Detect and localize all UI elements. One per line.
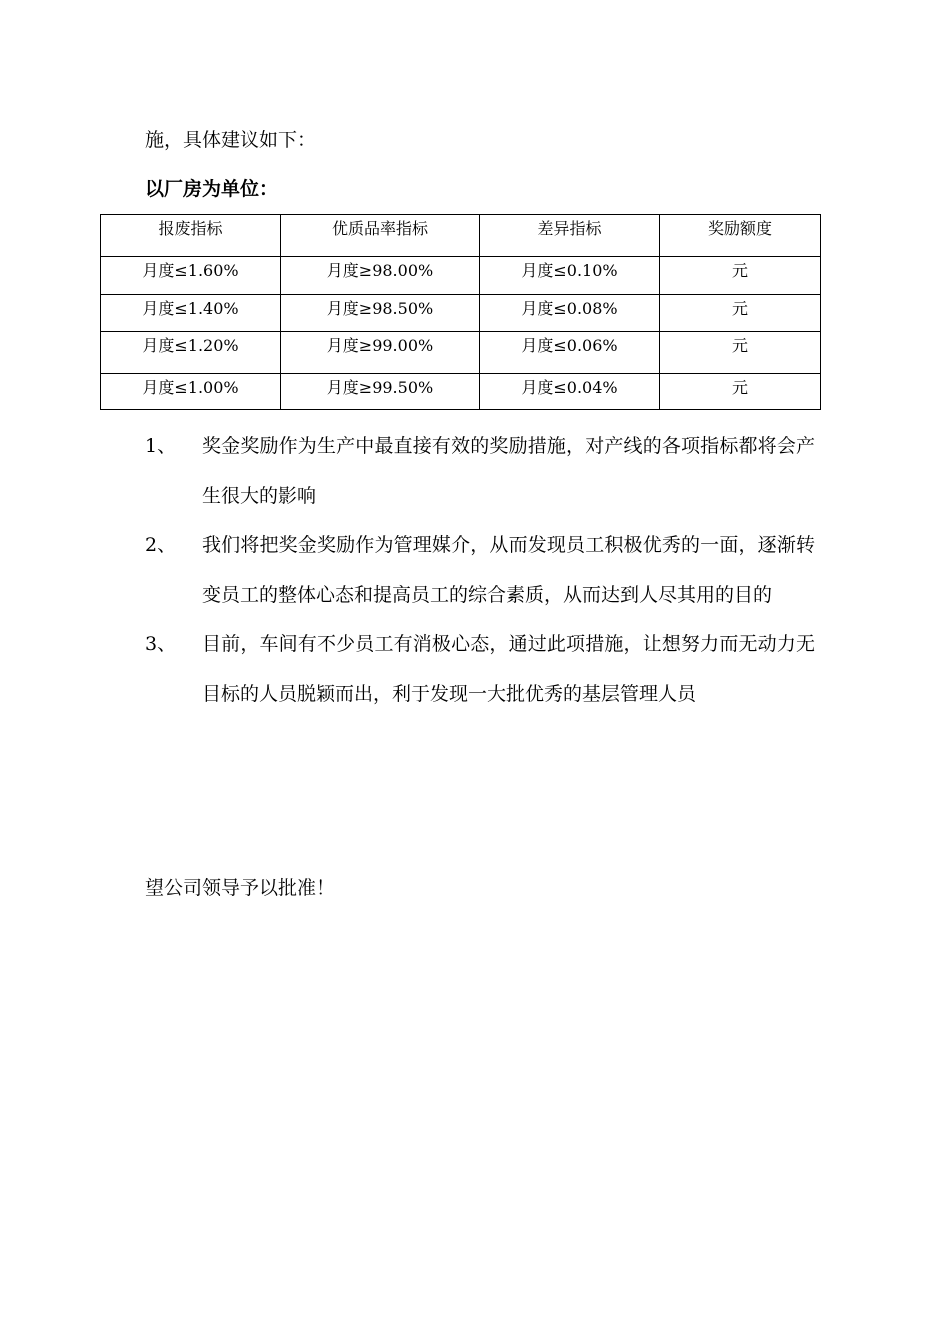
table-row [101, 295, 821, 332]
cell-reward-amount: 元 [660, 374, 821, 410]
header-variance: 差异指标 [480, 215, 660, 257]
header-scrap-rate: 报废指标 [101, 215, 281, 257]
cell-variance: 月度≤0.06% [480, 332, 660, 374]
table-header-row [101, 215, 821, 257]
cell-variance: 月度≤0.08% [480, 295, 660, 332]
table-row [101, 332, 821, 374]
cell-quality-rate: 月度≥99.50% [281, 374, 480, 410]
list-item-text: 奖金奖励作为生产中最直接有效的奖励措施，对产线的各项指标都将会产生很大的影响 [202, 435, 815, 507]
cell-quality-rate: 月度≥98.50% [281, 295, 480, 332]
list-item-number: 2、 [145, 534, 177, 556]
header-quality-rate: 优质品率指标 [281, 215, 480, 257]
list-item [145, 521, 815, 620]
cell-variance: 月度≤0.04% [480, 374, 660, 410]
cell-variance: 月度≤0.10% [480, 257, 660, 295]
list-item-text: 目前，车间有不少员工有消极心态，通过此项措施，让想努力而无动力无目标的人员脱颖而出，利于发现一大批优秀的基层管理人员 [202, 633, 815, 705]
list-item-number: 1、 [145, 435, 177, 457]
closing-text: 望公司领导予以批准！ [145, 877, 336, 899]
cell-reward-amount: 元 [660, 332, 821, 374]
section-heading: 以厂房为单位： [145, 178, 279, 200]
cell-scrap-rate: 月度≤1.00% [101, 374, 281, 410]
cell-reward-amount: 元 [660, 295, 821, 332]
cell-scrap-rate: 月度≤1.20% [101, 332, 281, 374]
header-reward-amount: 奖励额度 [660, 215, 821, 257]
cell-reward-amount: 元 [660, 257, 821, 295]
cell-scrap-rate: 月度≤1.60% [101, 257, 281, 295]
intro-text: 施，具体建议如下： [145, 129, 317, 151]
cell-quality-rate: 月度≥99.00% [281, 332, 480, 374]
reward-metrics-table [100, 214, 821, 410]
table-row [101, 257, 821, 295]
list-item-number: 3、 [145, 633, 177, 655]
list-item-text: 我们将把奖金奖励作为管理媒介，从而发现员工积极优秀的一面，逐渐转变员工的整体心态和提高员工的综合素质，从而达到人尽其用的目的 [202, 534, 815, 606]
cell-scrap-rate: 月度≤1.40% [101, 295, 281, 332]
list-item [145, 422, 815, 521]
table-row [101, 374, 821, 410]
cell-quality-rate: 月度≥98.00% [281, 257, 480, 295]
recommendation-list [145, 422, 815, 719]
list-item [145, 620, 815, 719]
